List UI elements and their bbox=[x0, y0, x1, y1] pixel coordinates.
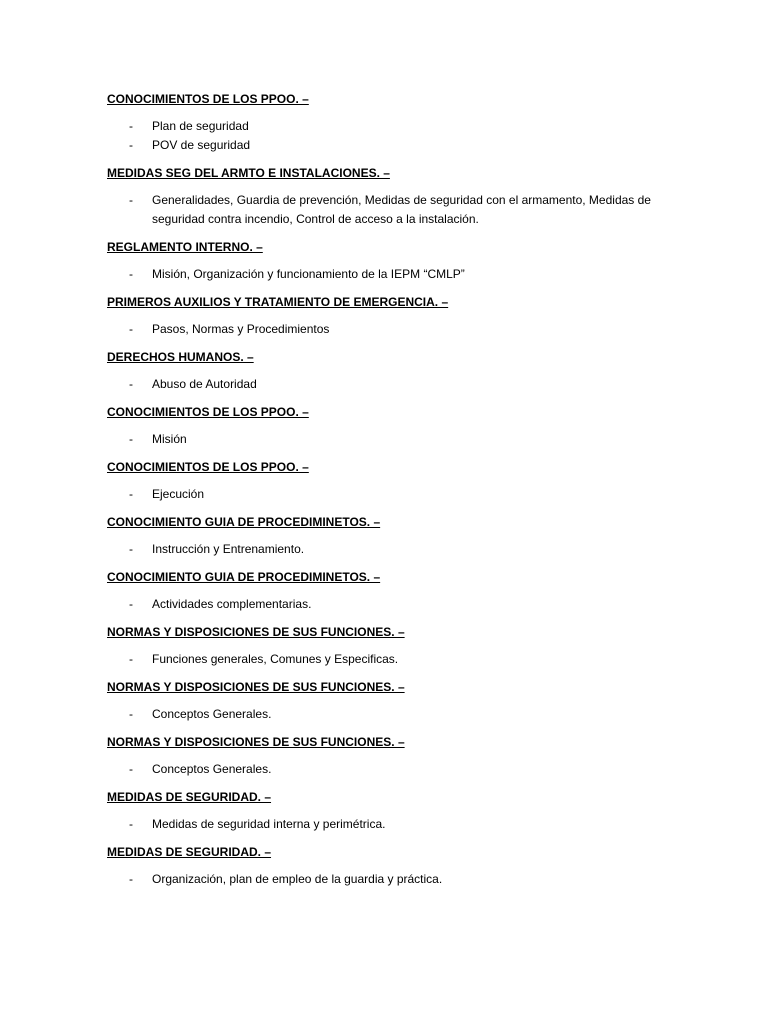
document-body bbox=[107, 91, 687, 899]
bullet-dash: - bbox=[129, 119, 133, 133]
list-item bbox=[107, 815, 687, 834]
bullet-dash: - bbox=[129, 267, 133, 281]
list-item-text: Pasos, Normas y Procedimientos bbox=[152, 322, 330, 336]
section-heading: PRIMEROS AUXILIOS Y TRATAMIENTO DE EMERGENCIA. – bbox=[107, 295, 449, 309]
list-item-text: Generalidades, Guardia de prevención, Medidas de seguridad con el armamento, Medidas de seguridad contra incendio, Control de acceso a la instalación. bbox=[152, 193, 651, 226]
list-item bbox=[107, 705, 687, 724]
bullet-dash: - bbox=[129, 432, 133, 446]
bullet-list bbox=[107, 375, 687, 394]
bullet-dash: - bbox=[129, 542, 133, 556]
bullet-dash: - bbox=[129, 487, 133, 501]
list-item bbox=[107, 430, 687, 449]
list-item bbox=[107, 595, 687, 614]
list-item bbox=[107, 136, 687, 155]
bullet-dash: - bbox=[129, 872, 133, 886]
section bbox=[107, 239, 687, 284]
list-item bbox=[107, 320, 687, 339]
bullet-dash: - bbox=[129, 817, 133, 831]
list-item-text: Ejecución bbox=[152, 487, 205, 501]
section-heading: NORMAS Y DISPOSICIONES DE SUS FUNCIONES. – bbox=[107, 735, 405, 749]
bullet-dash: - bbox=[129, 138, 133, 152]
section bbox=[107, 165, 687, 229]
bullet-dash: - bbox=[129, 597, 133, 611]
bullet-dash: - bbox=[129, 652, 133, 666]
section bbox=[107, 91, 687, 155]
section bbox=[107, 294, 687, 339]
bullet-list bbox=[107, 485, 687, 504]
list-item-text: Abuso de Autoridad bbox=[152, 377, 257, 391]
list-item bbox=[107, 540, 687, 559]
bullet-dash: - bbox=[129, 193, 133, 207]
section bbox=[107, 624, 687, 669]
section bbox=[107, 459, 687, 504]
list-item-text: Instrucción y Entrenamiento. bbox=[152, 542, 305, 556]
bullet-dash: - bbox=[129, 322, 133, 336]
section-heading: CONOCIMIENTO GUIA DE PROCEDIMINETOS. – bbox=[107, 570, 381, 584]
section-heading: MEDIDAS DE SEGURIDAD. – bbox=[107, 845, 272, 859]
list-item-text: Organización, plan de empleo de la guardia y práctica. bbox=[152, 872, 443, 886]
bullet-list bbox=[107, 870, 687, 889]
list-item-text: Conceptos Generales. bbox=[152, 707, 272, 721]
bullet-list bbox=[107, 705, 687, 724]
bullet-list bbox=[107, 320, 687, 339]
bullet-list bbox=[107, 760, 687, 779]
bullet-list bbox=[107, 430, 687, 449]
list-item bbox=[107, 760, 687, 779]
section-heading: CONOCIMIENTOS DE LOS PPOO. – bbox=[107, 405, 309, 419]
list-item-text: Misión bbox=[152, 432, 187, 446]
list-item bbox=[107, 650, 687, 669]
list-item-text: Misión, Organización y funcionamiento de la IEPM “CMLP” bbox=[152, 267, 465, 281]
bullet-list bbox=[107, 117, 687, 155]
bullet-list bbox=[107, 265, 687, 284]
section bbox=[107, 789, 687, 834]
section-heading: MEDIDAS DE SEGURIDAD. – bbox=[107, 790, 272, 804]
section-heading: REGLAMENTO INTERNO. – bbox=[107, 240, 263, 254]
section bbox=[107, 569, 687, 614]
bullet-list bbox=[107, 191, 687, 229]
bullet-dash: - bbox=[129, 707, 133, 721]
section-heading: MEDIDAS SEG DEL ARMTO E INSTALACIONES. – bbox=[107, 166, 390, 180]
section bbox=[107, 404, 687, 449]
section bbox=[107, 844, 687, 889]
list-item-text: POV de seguridad bbox=[152, 138, 251, 152]
bullet-list bbox=[107, 595, 687, 614]
list-item-text: Funciones generales, Comunes y Especificas. bbox=[152, 652, 399, 666]
list-item-text: Actividades complementarias. bbox=[152, 597, 312, 611]
section-heading: NORMAS Y DISPOSICIONES DE SUS FUNCIONES. – bbox=[107, 680, 405, 694]
bullet-list bbox=[107, 540, 687, 559]
list-item-text: Medidas de seguridad interna y perimétrica. bbox=[152, 817, 386, 831]
section-heading: CONOCIMIENTOS DE LOS PPOO. – bbox=[107, 460, 309, 474]
list-item-text: Plan de seguridad bbox=[152, 119, 249, 133]
bullet-dash: - bbox=[129, 762, 133, 776]
section-heading: CONOCIMIENTOS DE LOS PPOO. – bbox=[107, 92, 309, 106]
section-heading: NORMAS Y DISPOSICIONES DE SUS FUNCIONES. – bbox=[107, 625, 405, 639]
section bbox=[107, 679, 687, 724]
bullet-list bbox=[107, 815, 687, 834]
list-item bbox=[107, 191, 687, 229]
bullet-list bbox=[107, 650, 687, 669]
section-heading: CONOCIMIENTO GUIA DE PROCEDIMINETOS. – bbox=[107, 515, 381, 529]
section bbox=[107, 349, 687, 394]
list-item bbox=[107, 117, 687, 136]
bullet-dash: - bbox=[129, 377, 133, 391]
list-item bbox=[107, 485, 687, 504]
list-item bbox=[107, 375, 687, 394]
section bbox=[107, 734, 687, 779]
section bbox=[107, 514, 687, 559]
list-item-text: Conceptos Generales. bbox=[152, 762, 272, 776]
list-item bbox=[107, 265, 687, 284]
list-item bbox=[107, 870, 687, 889]
section-heading: DERECHOS HUMANOS. – bbox=[107, 350, 254, 364]
